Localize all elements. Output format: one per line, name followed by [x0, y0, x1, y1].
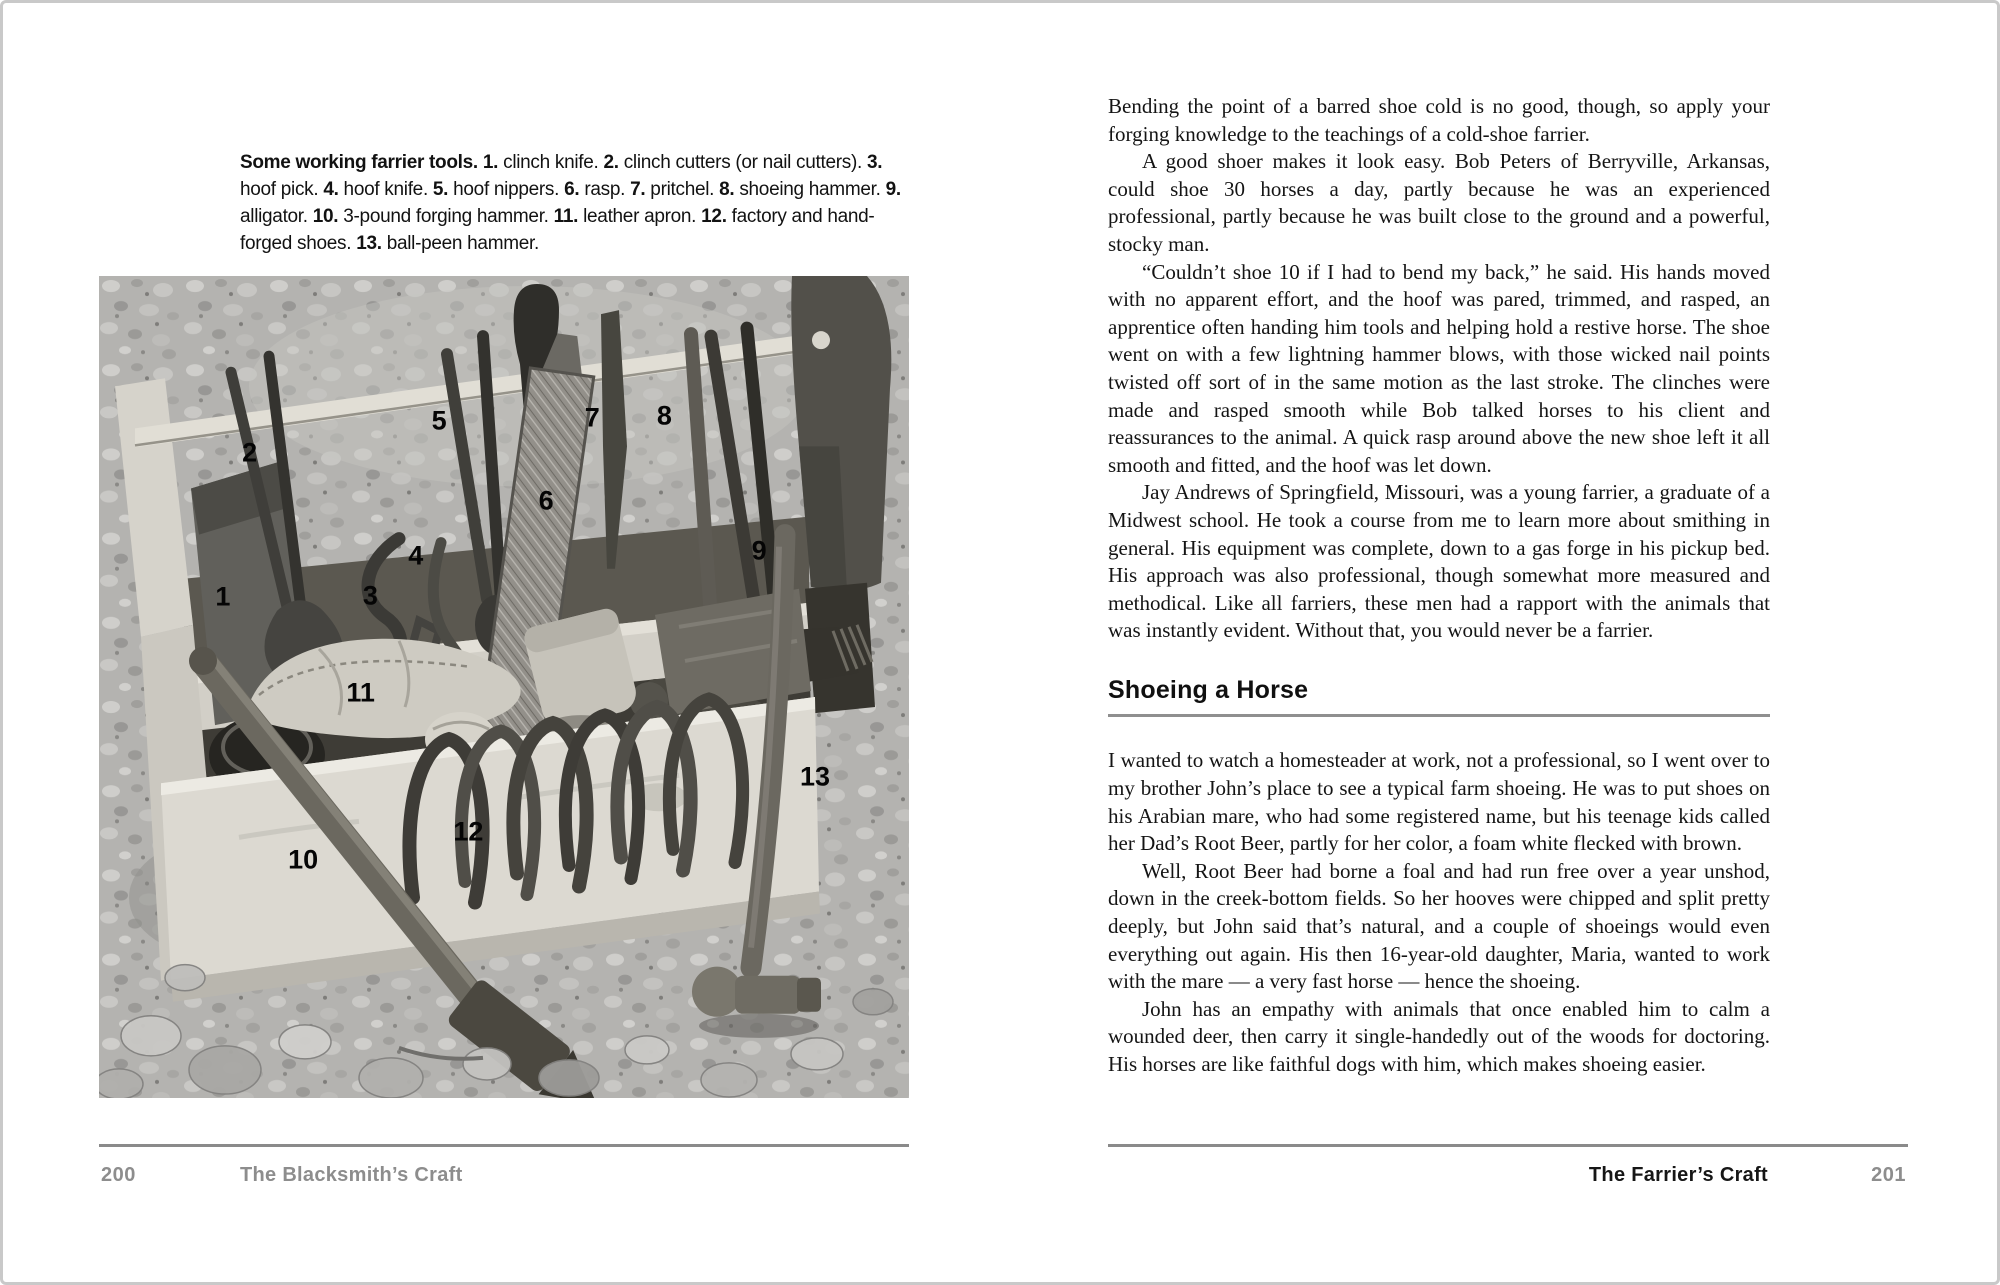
footer-left: [99, 1144, 909, 1204]
paragraph: John has an empathy with animals that once enabled him to calm a wounded deer, then carry it single-handedly out of the woods for doctoring. His horses are like faithful dogs with him, which makes shoeing easier.: [1108, 996, 1770, 1076]
photo-label-4: 4: [408, 540, 424, 571]
photo-label-2: 2: [242, 437, 258, 468]
photo-label-8: 8: [656, 400, 672, 431]
photo-label-1: 1: [215, 581, 231, 612]
caption-item: 3. hoof pick.: [240, 152, 883, 200]
section-heading: Shoeing a Horse: [1108, 677, 1770, 718]
caption-item: 9. alligator.: [240, 179, 901, 227]
photo-label-6: 6: [538, 485, 554, 516]
caption-lead: Some working farrier tools.: [240, 152, 478, 173]
footer-right: [1108, 1144, 1908, 1204]
chapter-title: The Farrier’s Craft: [1588, 1164, 1768, 1186]
paragraph: Bending the point of a barred shoe cold is no good, though, so apply your forging knowledge to the teachings of a cold-shoe farrier.: [1108, 94, 1770, 146]
caption-item: 5. hoof nippers.: [432, 179, 560, 200]
caption-item: 4. hoof knife.: [323, 179, 428, 200]
page-number-left: 200: [101, 1164, 136, 1186]
paragraph: Jay Andrews of Springfield, Missouri, was a young farrier, a graduate of a Midwest school. He took a course from me to learn more about smithing in general. His equipment was complete, down to a gas forge in his pickup bed. His approach was also professional, though somewhat more measured and methodical. Like all farriers, these men had a rapport with the animals that was instantly evident. Without that, you would never be a farrier.: [1108, 480, 1770, 643]
paragraph: A good shoer makes it look easy. Bob Peters of Berryville, Arkansas, could shoe 30 horses a day, partly because he was an experienced professional, partly because he was built close to the ground and a powerful, stocky man.: [1108, 149, 1770, 256]
photo-label-12: 12: [453, 816, 484, 847]
photo-caption: [240, 149, 908, 257]
caption-item: 13. ball-peen hammer.: [356, 233, 539, 254]
photo-label-7: 7: [584, 402, 600, 433]
photo-label-9: 9: [751, 535, 767, 566]
photo-label-10: 10: [288, 844, 319, 875]
photo-label-5: 5: [431, 405, 447, 436]
caption-item: 2. clinch cutters (or nail cutters).: [603, 152, 862, 173]
caption-item: 12. factory and hand-forged shoes.: [240, 206, 875, 254]
farrier-toolbox-image: [99, 276, 909, 1098]
photo-label-3: 3: [362, 580, 378, 611]
photo-label-11: 11: [346, 677, 375, 708]
caption-item: 8. shoeing hammer.: [719, 179, 881, 200]
farrier-toolbox-photo: [99, 276, 909, 1098]
book-title: The Blacksmith’s Craft: [240, 1164, 463, 1186]
caption-item: 6. rasp.: [564, 179, 626, 200]
page-number-right: 201: [1871, 1164, 1906, 1186]
footer-rule-right: [1108, 1144, 1908, 1147]
paragraph: I wanted to watch a homesteader at work, not a professional, so I went over to my brother John’s place to see a typical farm shoeing. He was to put shoes on his Arabian mare, who had some registered name, but his teenage kids called her Dad’s Root Beer, partly for her color, a foam white flecked with brown.: [1108, 748, 1770, 856]
body-text-column: [1108, 93, 1770, 1079]
photo-label-13: 13: [800, 761, 831, 792]
caption-item: 11. leather apron.: [553, 206, 697, 227]
paragraph: “Couldn’t shoe 10 if I had to bend my back,” he said. His hands moved with no apparent effort, and the hoof was pared, trimmed, and rasped, an apprentice often handing him tools and helping hold a restive horse. The shoe went on with a few lightning hammer blows, with those wicked nail points twisted off sort of in the same motion as the last stroke. The clinches were made and rasped smooth while Bob talked horses to his client and reassurances to the animal. A quick rasp around above the new shoe left it all smooth and fitted, and the hoof was let down.: [1108, 259, 1770, 477]
paragraph: Well, Root Beer had borne a foal and had run free over a year unshod, down in the creek-bottom fields. So her hooves were chipped and split pretty deeply, but John said that’s natural, and a couple of shoeings would even everything out again. His then 16-year-old daughter, Maria, wanted to work with the mare — a very fast horse — hence the shoeing.: [1108, 858, 1770, 994]
caption-item: 1. clinch knife.: [482, 152, 599, 173]
caption-item: 10. 3-pound forging hammer.: [312, 206, 549, 227]
footer-rule-left: [99, 1144, 909, 1147]
caption-item: 7. pritchel.: [630, 179, 715, 200]
